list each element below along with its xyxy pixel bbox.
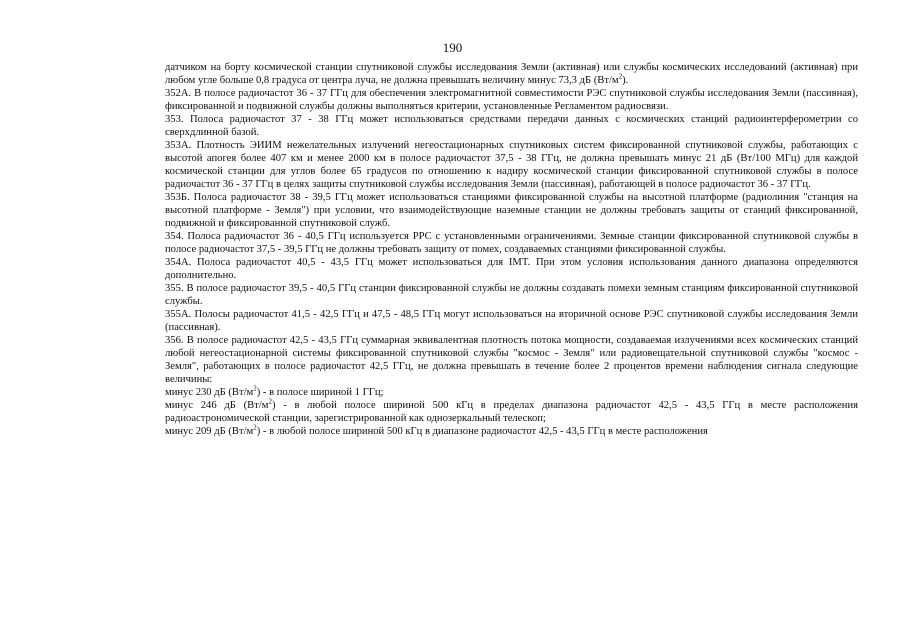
paragraph: 356. В полосе радиочастот 42,5 - 43,5 ГГц суммарная эквивалентная плотность потока мощности, создаваемая излучениями всех космических станций любой негеостационарной системы фиксированной спутниковой службы "космос - Земля" или радиовещательной спутниковой службы "космос - Земля", работающих в полосе радиочастот 42,5 ГГц, не должна превышать в течение более 2 процентов времени наблюдения сигнала следующие величины:	[165, 335, 858, 385]
paragraph: 355А. Полосы радиочастот 41,5 - 42,5 ГГц и 47,5 - 48,5 ГГц могут использоваться на вторичной основе РЭС спутниковой службы исследования Земли (пассивная).	[165, 309, 858, 333]
document-body	[165, 61, 858, 438]
paragraph: 354А. Полоса радиочастот 40,5 - 43,5 ГГц может использоваться для IMT. При этом условия использования данного диапазона определяются дополнительно.	[165, 257, 858, 281]
paragraph: 353. Полоса радиочастот 37 - 38 ГГц может использоваться средствами передачи данных с космических станций радиоинтерферометрии со сверхдлинной базой.	[165, 114, 858, 138]
paragraph: 352А. В полосе радиочастот 36 - 37 ГГц для обеспечения электромагнитной совместимости РЭС спутниковой службы исследования Земли (пассивная), фиксированной и подвижной службы должны выполняться критерии, установленные Регламентом радиосвязи.	[165, 88, 858, 112]
paragraph: минус 230 дБ $(Вт/м^2)$ - в полосе шириной 1 ГГц;	[165, 384, 384, 398]
paragraph: 355. В полосе радиочастот 39,5 - 40,5 ГГц станции фиксированной службы не должны создавать помехи земным станциям фиксированной спутниковой службы.	[165, 283, 858, 307]
paragraph: минус 209 дБ $(Вт/м^2)$ - в любой полосе шириной 500 кГц в диапазоне радиочастот 42,5 - 43,5 ГГц в месте расположения	[165, 423, 708, 437]
paragraph: датчиком на борту космической станции спутниковой службы исследования Земли (активная) или службы космических исследований (активная) при любом угле больше 0,8 градуса от центра луча, не должна превышать величину минус 73,3 дБ $(Вт/м^2)$.	[165, 62, 858, 86]
paragraph: 353Б. Полоса радиочастот 38 - 39,5 ГГц может использоваться станциями фиксированной службы на высотной платформе (радиолиния "станция на высотной платформе - Земля") при условии, что взаимодействующие наземные станции не должны требовать защиты от станций фиксированной, подвижной и фиксированной спутниковой служб.	[165, 192, 858, 229]
paragraph: 353А. Плотность ЭИИМ нежелательных излучений негеостационарных спутниковых систем фиксированной спутниковой службы, работающих с высотой апогея более 407 км и менее 2000 км в полосе радиочастот 37,5 - 38 ГГц, не должна превышать минус 21 дБ (Вт/100 МГц) для каждой космической станции для углов более 65 градусов по отношению к надиру космической станции фиксированной спутниковой службы в полосе радиочастот 36 - 37 ГГц в целях защиты спутниковой службы исследования Земли (пассивная), работающей в полосе радиочастот 36 - 37 ГГц.	[165, 140, 858, 190]
paragraph: 354. Полоса радиочастот 36 - 40,5 ГГц используется РРС с установленными ограничениями. Земные станции фиксированной спутниковой службы в полосе радиочастот 37,5 - 39,5 ГГц не должны требовать защиту от помех, создаваемых станциями фиксированной службы.	[165, 231, 858, 255]
page-number: 190	[442, 40, 463, 55]
paragraph: минус 246 дБ $(Вт/м^2)$ - в любой полосе шириной 500 кГц в пределах диапазона радиочастот 42,5 - 43,5 ГГц в месте расположения радиоастрономической станции, зарегистрированной как однозеркальный телескоп;	[165, 397, 858, 424]
